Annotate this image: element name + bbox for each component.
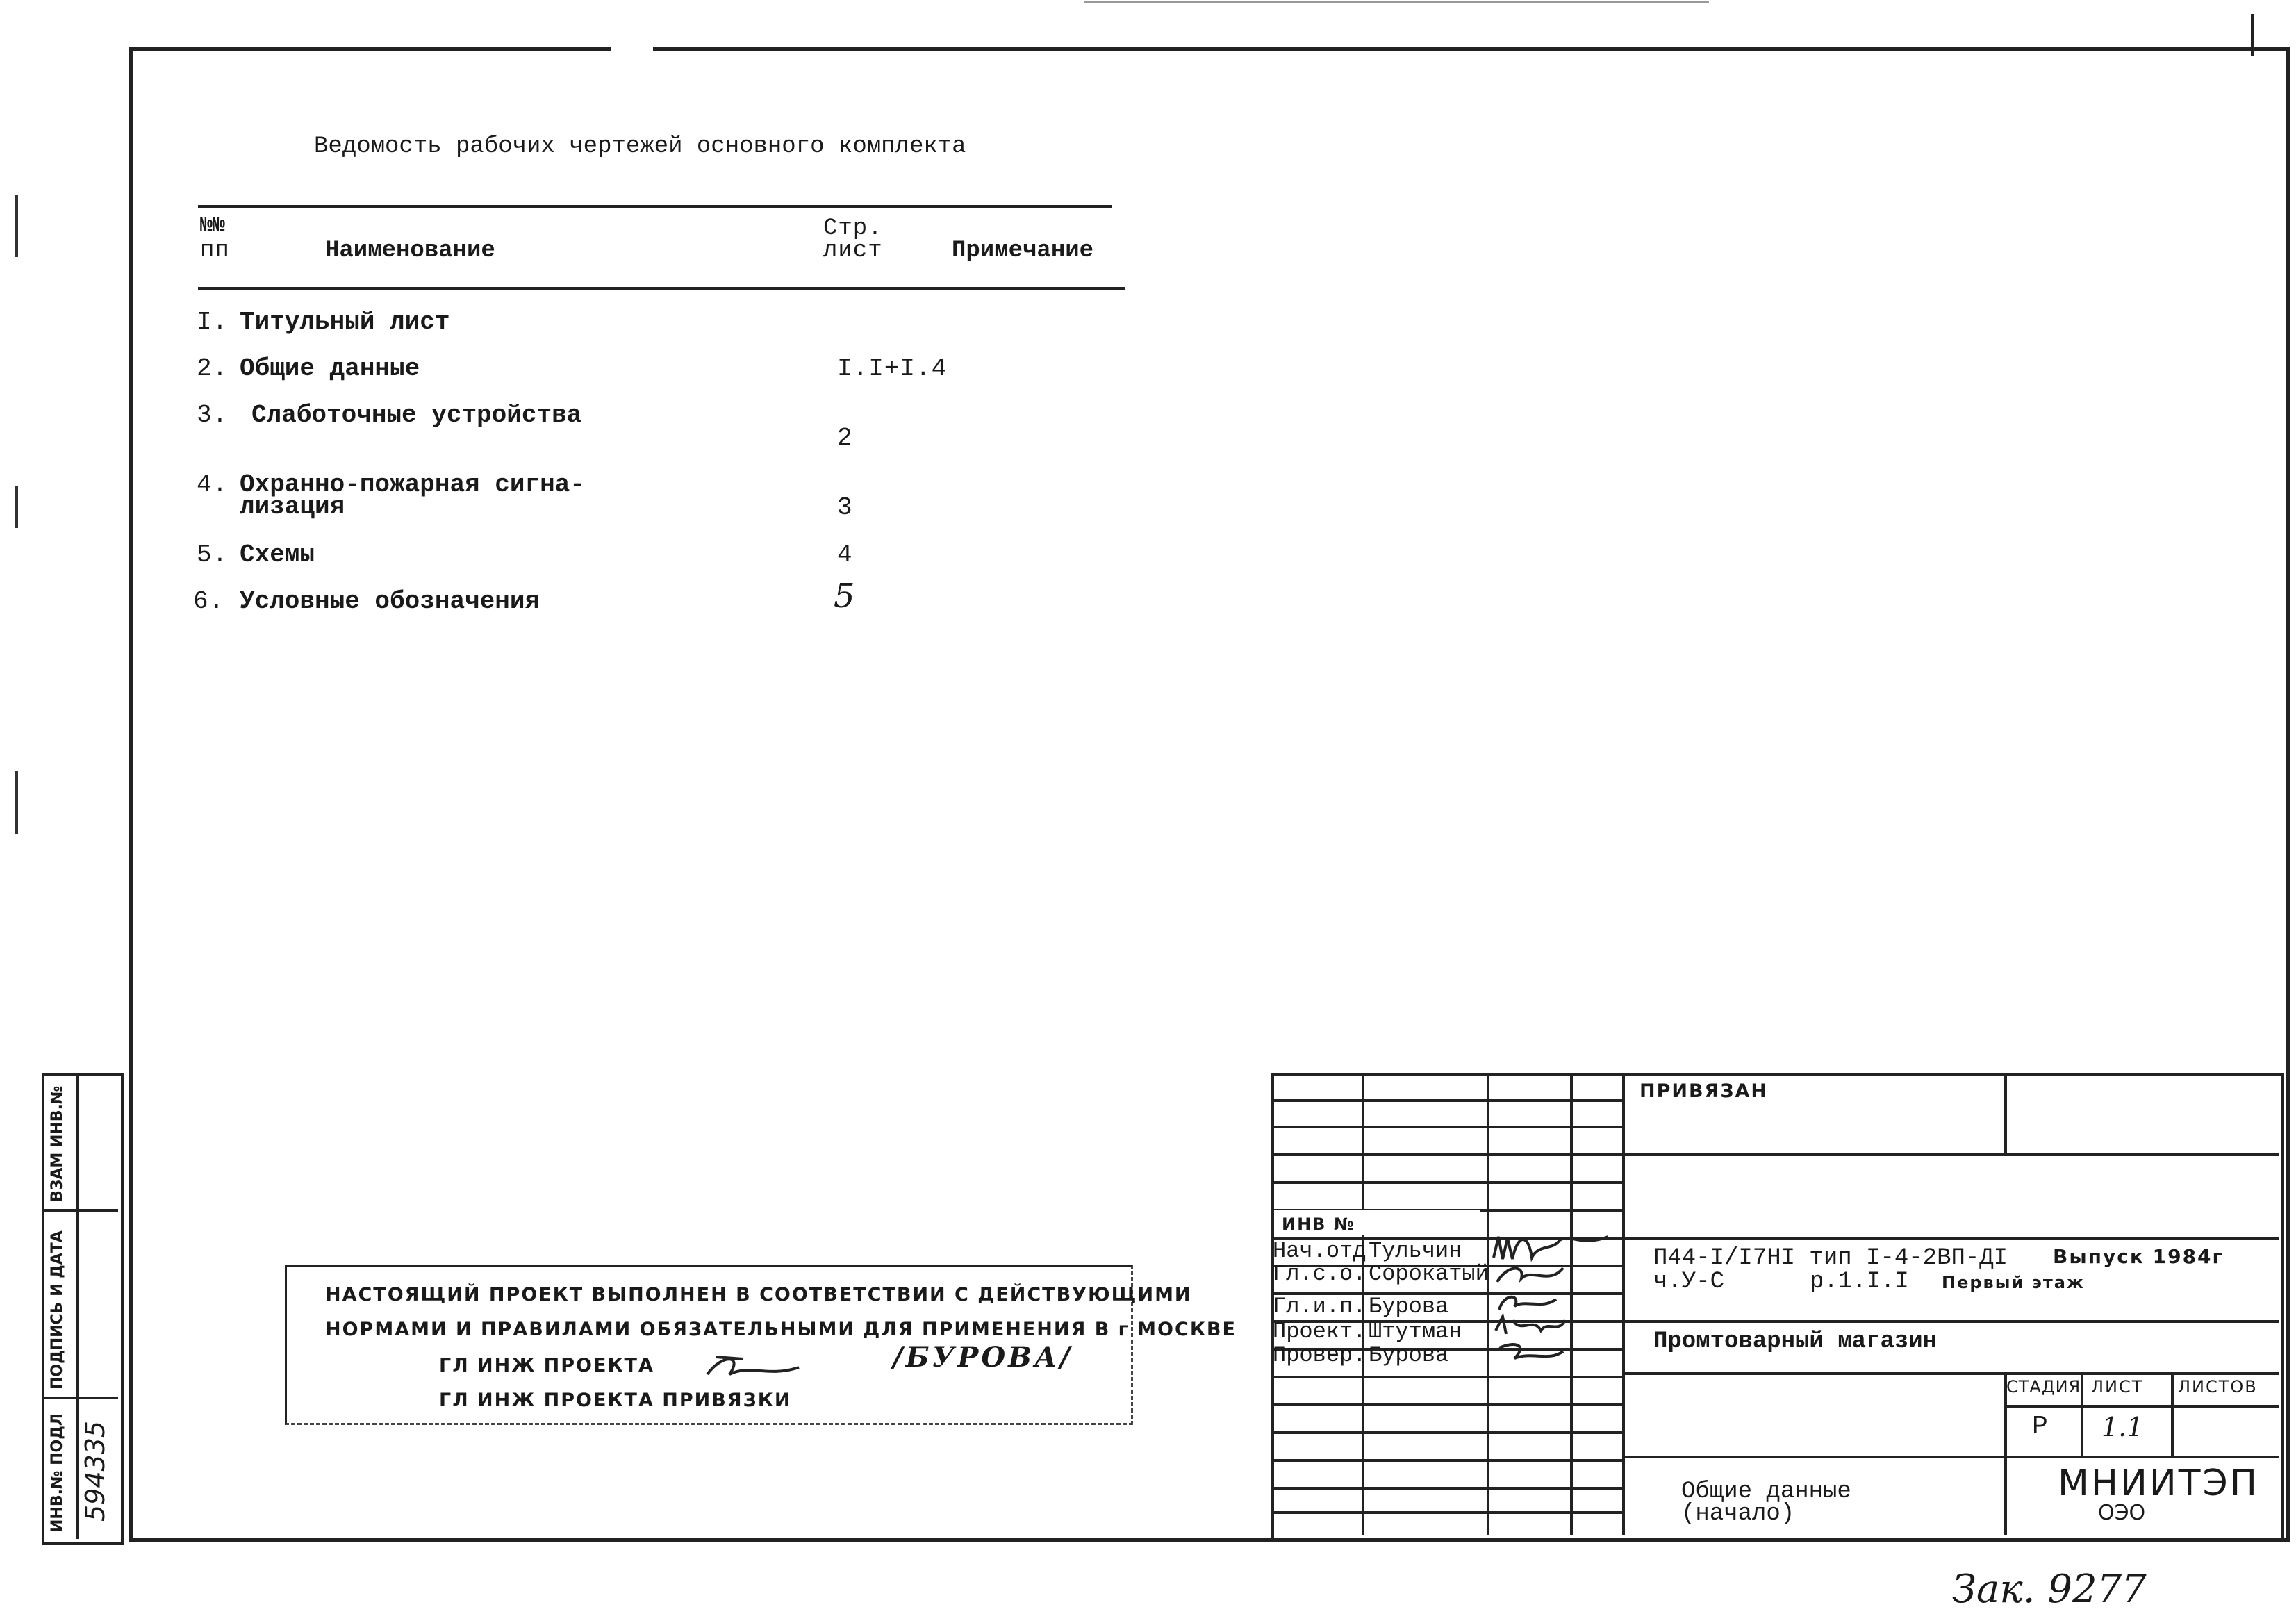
tb-stage-divider-3 [2171,1372,2174,1456]
tb-role-5: Провер. [1273,1342,1366,1368]
side-label-inv-handwritten: 594335 [80,1420,110,1522]
tb-grid-row-15 [1271,1487,1622,1490]
stamp-note-line1: НАСТОЯЩИЙ ПРОЕКТ ВЫПОЛНЕН В СООТВЕТСТВИИ С ДЕЙСТВУЮЩИМИ [325,1284,1192,1306]
chief-engineer-signature [702,1347,806,1395]
tb-name-2: Сорокатый [1369,1261,1489,1287]
signature-2 [1494,1261,1570,1289]
tb-col-2 [1487,1073,1489,1535]
stamp-note-line3: ГЛ ИНЖ ПРОЕКТА [439,1355,654,1376]
scan-artifact-top [1084,1,1709,3]
scan-artifact-left-2 [15,486,18,528]
tb-stage-value: Р [2032,1412,2049,1442]
tb-code-line2-left: ч.У-С [1653,1269,1725,1295]
tb-col-4 [1622,1073,1625,1535]
row-3-no: 3. [197,401,229,429]
row-4-page: 3 [837,493,853,522]
tb-sheets-label: ЛИСТОВ [2178,1377,2258,1397]
side-label-vzam-inv: ВЗАМ ИНВ.№ [49,1085,66,1202]
tb-right-rule-4 [1622,1372,2279,1375]
tb-grid-row-2 [1271,1126,1622,1128]
side-label-inv-no-podl: ИНВ.№ ПОДЛ [49,1413,66,1532]
header-page-bottom: лист [823,238,883,264]
header-no-bottom: пп [200,238,230,264]
tb-grid-row-1 [1271,1099,1622,1102]
stamp-note-line4: ГЛ ИНЖ ПРОЕКТА ПРИВЯЗКИ [439,1390,792,1411]
tb-grid-row-14 [1271,1459,1622,1462]
scan-artifact-left [15,195,18,257]
tb-grid-row-13 [1271,1431,1622,1434]
tb-right-rule-3 [1622,1320,2279,1323]
tb-right-rule-6 [1622,1456,2279,1458]
scan-artifact-left-3 [15,771,18,834]
tb-col-3 [1570,1073,1573,1535]
tb-grid-row-11 [1271,1376,1622,1378]
tb-grid-row-4 [1271,1181,1622,1184]
tb-right-rule-1 [1622,1153,2279,1156]
row-3-name: Слаботочные устройства [251,401,582,429]
signature-3 [1494,1289,1563,1317]
side-strip-divider [76,1073,79,1539]
tb-sheet-value: 1.1 [2101,1412,2144,1442]
row-6-name: Условные обозначения [240,587,540,616]
tb-name-4: Штутман [1369,1319,1462,1344]
tb-role-4: Проект. [1273,1319,1366,1344]
tb-grid-row-3 [1271,1153,1622,1156]
tb-role-3: Гл.и.п. [1273,1294,1366,1319]
tb-right-rule-2 [1622,1237,2279,1240]
row-4-name-cont: лизация [240,493,345,521]
row-2-page: I.I+I.4 [837,354,948,383]
stamp-note-line2: НОРМАМИ И ПРАВИЛАМИ ОБЯЗАТЕЛЬНЫМИ ДЛЯ ПРИМЕНЕНИЯ В г МОСКВЕ [325,1319,1237,1340]
tb-code-line2-mid: р.1.I.I [1810,1269,1909,1295]
stamp-note-signature-name: /БУРОВА/ [893,1341,1073,1374]
tb-inv-no: ИНВ № [1282,1214,1355,1234]
row-1-name: Титульный лист [240,308,450,336]
tb-doc-name-line1: Общие данные [1681,1479,1851,1505]
row-6-page: 5 [834,577,855,616]
tb-privyazan: ПРИВЯЗАН [1640,1080,1769,1102]
tb-role-2: Гл.с.о. [1273,1261,1366,1287]
row-4-no: 4. [197,470,229,499]
tb-role-1: Нач.отд [1273,1238,1366,1264]
tb-issue: Выпуск 1984г [2053,1245,2224,1268]
row-5-no: 5. [197,541,229,569]
row-5-name: Схемы [240,541,315,569]
tb-org-dept: ОЭО [2098,1501,2146,1525]
table-top-rule [198,205,1112,208]
tb-stage-divider-2 [2081,1372,2083,1456]
header-name: Наименование [325,238,495,264]
row-2-no: 2. [197,354,229,383]
tb-org-name: МНИИТЭП [2058,1463,2259,1504]
tb-stage-label: СТАДИЯ [2006,1377,2081,1397]
header-page-top: Стр. [823,215,883,242]
tb-name-5: Бурова [1369,1342,1449,1368]
row-2-name: Общие данные [240,354,420,383]
signature-4 [1492,1313,1569,1341]
side-strip-rule-1 [42,1209,118,1212]
row-6-no: 6. [193,587,225,616]
row-1-no: I. [197,308,229,336]
order-number-note: Зак. 9277 [1952,1567,2147,1612]
row-3-page: 2 [837,424,853,452]
frame-gap [611,44,653,54]
tb-stage-divider-1 [2004,1372,2007,1535]
header-no-top: №№ [200,214,226,238]
tb-sheet-label: ЛИСТ [2091,1377,2144,1397]
row-4-name: Охранно-пожарная сигна- [240,470,585,499]
signature-5 [1494,1337,1570,1369]
tb-privyazan-divider [2004,1073,2007,1153]
row-5-page: 4 [837,541,853,569]
header-note: Примечание [952,238,1094,264]
tb-grid-row-12 [1271,1403,1622,1406]
tb-name-1: Тульчин [1369,1238,1462,1264]
tb-code-line2-right: Первый этаж [1942,1273,2085,1292]
tb-name-3: Бурова [1369,1294,1449,1319]
tb-right-rule-5 [2004,1405,2279,1408]
tb-doc-name-line2: (начало) [1681,1501,1795,1527]
tb-grid-row-16 [1271,1511,1622,1514]
tb-project-name: Промтоварный магазин [1653,1328,1938,1355]
tb-code-line1: П44-I/I7НI тип I-4-2ВП-ДI [1653,1245,2008,1271]
table-header-rule [198,287,1125,290]
side-strip-rule-2 [42,1397,118,1399]
side-label-podpis-data: ПОДПИСЬ И ДАТА [49,1230,66,1390]
sheet-title: Ведомость рабочих чертежей основного комплекта [314,133,966,160]
